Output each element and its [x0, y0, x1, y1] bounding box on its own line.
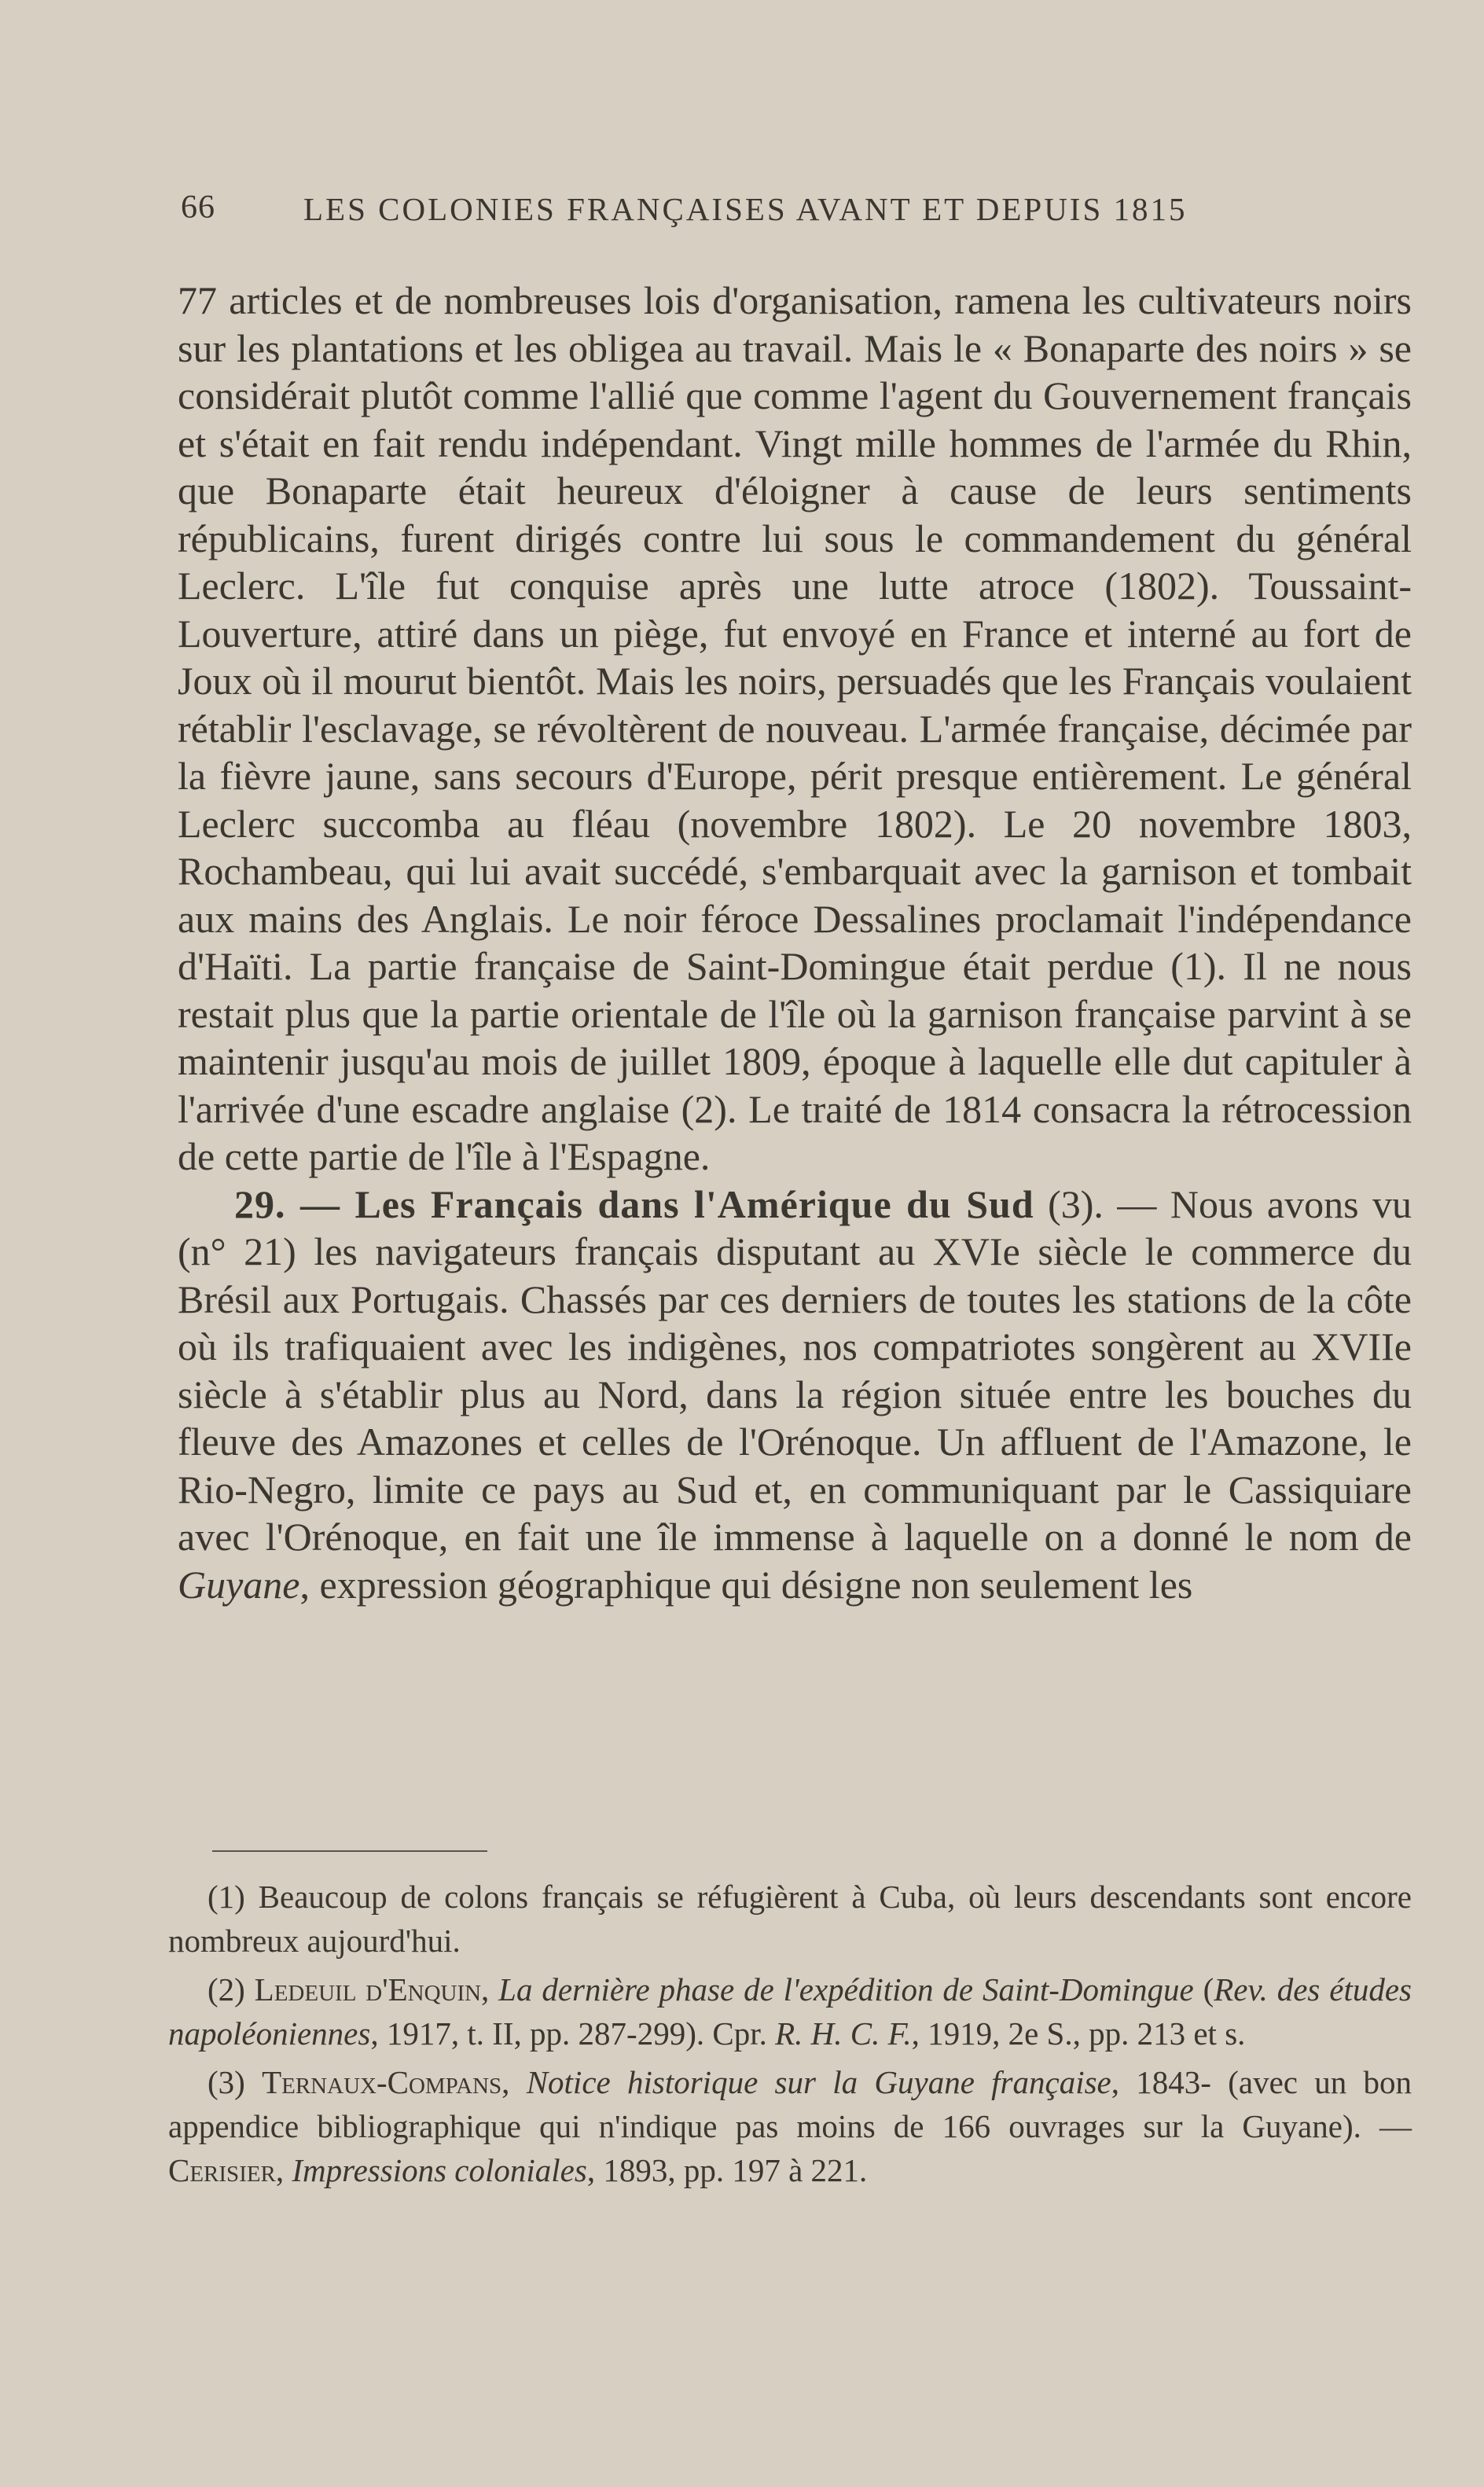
section-title: Les Français dans l'Amérique du Sud [354, 1181, 1034, 1226]
section-number: 29. [234, 1181, 286, 1226]
footnote-2-number: (2) [208, 1971, 255, 2008]
footnote-2-journal: Rev. des études napoléoniennes [168, 1971, 1412, 2052]
paragraph2-text-a: — Nous avons vu (n° 21) les navigateurs français disputant au XVIe siècle le commerce du Brésil aux Portugais. Chassés par ces derniers de toutes les stations de la côte où ils trafiquaient avec les indigènes, nos compatriotes songèrent au XVIIe siècle à s'établir plus au Nord, dans la région située entre les bouches du fleuve des Amazones et celles de l'Orénoque. Un affluent de l'Amazone, le Rio-Negro, limite ce pays au Sud et, en communiquant par le Cassiquiare avec l'Orénoque, en fait une île immense à laquelle on a donné le nom de [178, 1181, 1412, 1559]
footnote-2 [168, 1967, 1412, 2055]
page-header [181, 189, 1328, 244]
footnote-3-number: (3) [208, 2064, 263, 2100]
footnote-3-author: Ternaux-Compans, [262, 2064, 510, 2100]
main-text [178, 277, 1412, 1608]
paragraph-amerique-du-sud [178, 1181, 1412, 1609]
footnote-3-author-2: Cerisier, [168, 2152, 285, 2188]
section-ref: (3). [1034, 1181, 1104, 1226]
footnote-3-end: , 1893, pp. 197 à 221. [586, 2152, 868, 2188]
footnote-2-author: Ledeuil d'Enquin, [254, 1971, 490, 2008]
running-title: LES COLONIES FRANÇAISES AVANT ET DEPUIS 1815 [303, 191, 1188, 227]
footnote-2-title: La dernière phase de l'expédition de Saint-Domingue [489, 1971, 1194, 2008]
footnote-2-end: , 1919, 2e S., pp. 213 et s. [911, 2015, 1246, 2052]
footnote-1: (1) Beaucoup de colons français se réfugièrent à Cuba, où leurs descendants sont encore nombreux aujourd'hui. [168, 1879, 1412, 1959]
guyane-term: Guyane [178, 1562, 300, 1607]
footnote-2-abbreviation: R. H. C. F. [775, 2015, 912, 2052]
footnotes [168, 1875, 1412, 2197]
footnote-3-title: Notice historique sur la Guyane française [509, 2064, 1111, 2100]
footnote-3 [168, 2060, 1412, 2192]
footnote-separator [212, 1850, 487, 1852]
footnote-3-details: , 1843- (avec un bon appendice bibliographique qui n'indique pas moins de 166 ouvrages sur la Guyane). — [168, 2064, 1412, 2144]
section-dash: — [285, 1181, 355, 1226]
footnote-2-details: , 1917, t. II, pp. 287-299). Cpr. [370, 2015, 776, 2052]
paragraph-saint-domingue: 77 articles et de nombreuses lois d'organisation, ramena les cultivateurs noirs sur les plantations et les obligea au travail. Mais le « Bonaparte des noirs » se considérait plutôt comme l'allié que comme l'agent du Gouvernement français et s'était en fait rendu indépendant. Vingt mille hommes de l'armée du Rhin, que Bonaparte était heureux d'éloigner à cause de leurs sentiments républicains, furent dirigés contre lui sous le commandement du général Leclerc. L'île fut conquise après une lutte atroce (1802). Toussaint-Louverture, attiré dans un piège, fut envoyé en France et interné au fort de Joux où il mourut bientôt. Mais les noirs, persuadés que les Français voulaient rétablir l'esclavage, se révoltèrent de nouveau. L'armée française, décimée par la fièvre jaune, sans secours d'Europe, périt presque entièrement. Le général Leclerc succomba au fléau (novembre 1802). Le 20 novembre 1803, Rochambeau, qui lui avait succédé, s'embarquait avec la garnison et tombait aux mains des Anglais. Le noir féroce Dessalines proclamait l'indépendance d'Haïti. La partie française de Saint-Domingue était perdue (1). Il ne nous restait plus que la partie orientale de l'île où la garnison française parvint à se maintenir jusqu'au mois de juillet 1809, époque à laquelle elle dut capituler à l'arrivée d'une escadre anglaise (2). Le traité de 1814 consacra la rétrocession de cette partie de l'île à l'Espagne. [178, 278, 1412, 1178]
page-number: 66 [181, 189, 215, 226]
paragraph2-text-b: , expression géographique qui désigne non seulement les [299, 1562, 1193, 1607]
footnote-3-title-2: Impressions coloniales [284, 2152, 587, 2188]
footnote-2-paren: ( [1193, 1971, 1214, 2008]
